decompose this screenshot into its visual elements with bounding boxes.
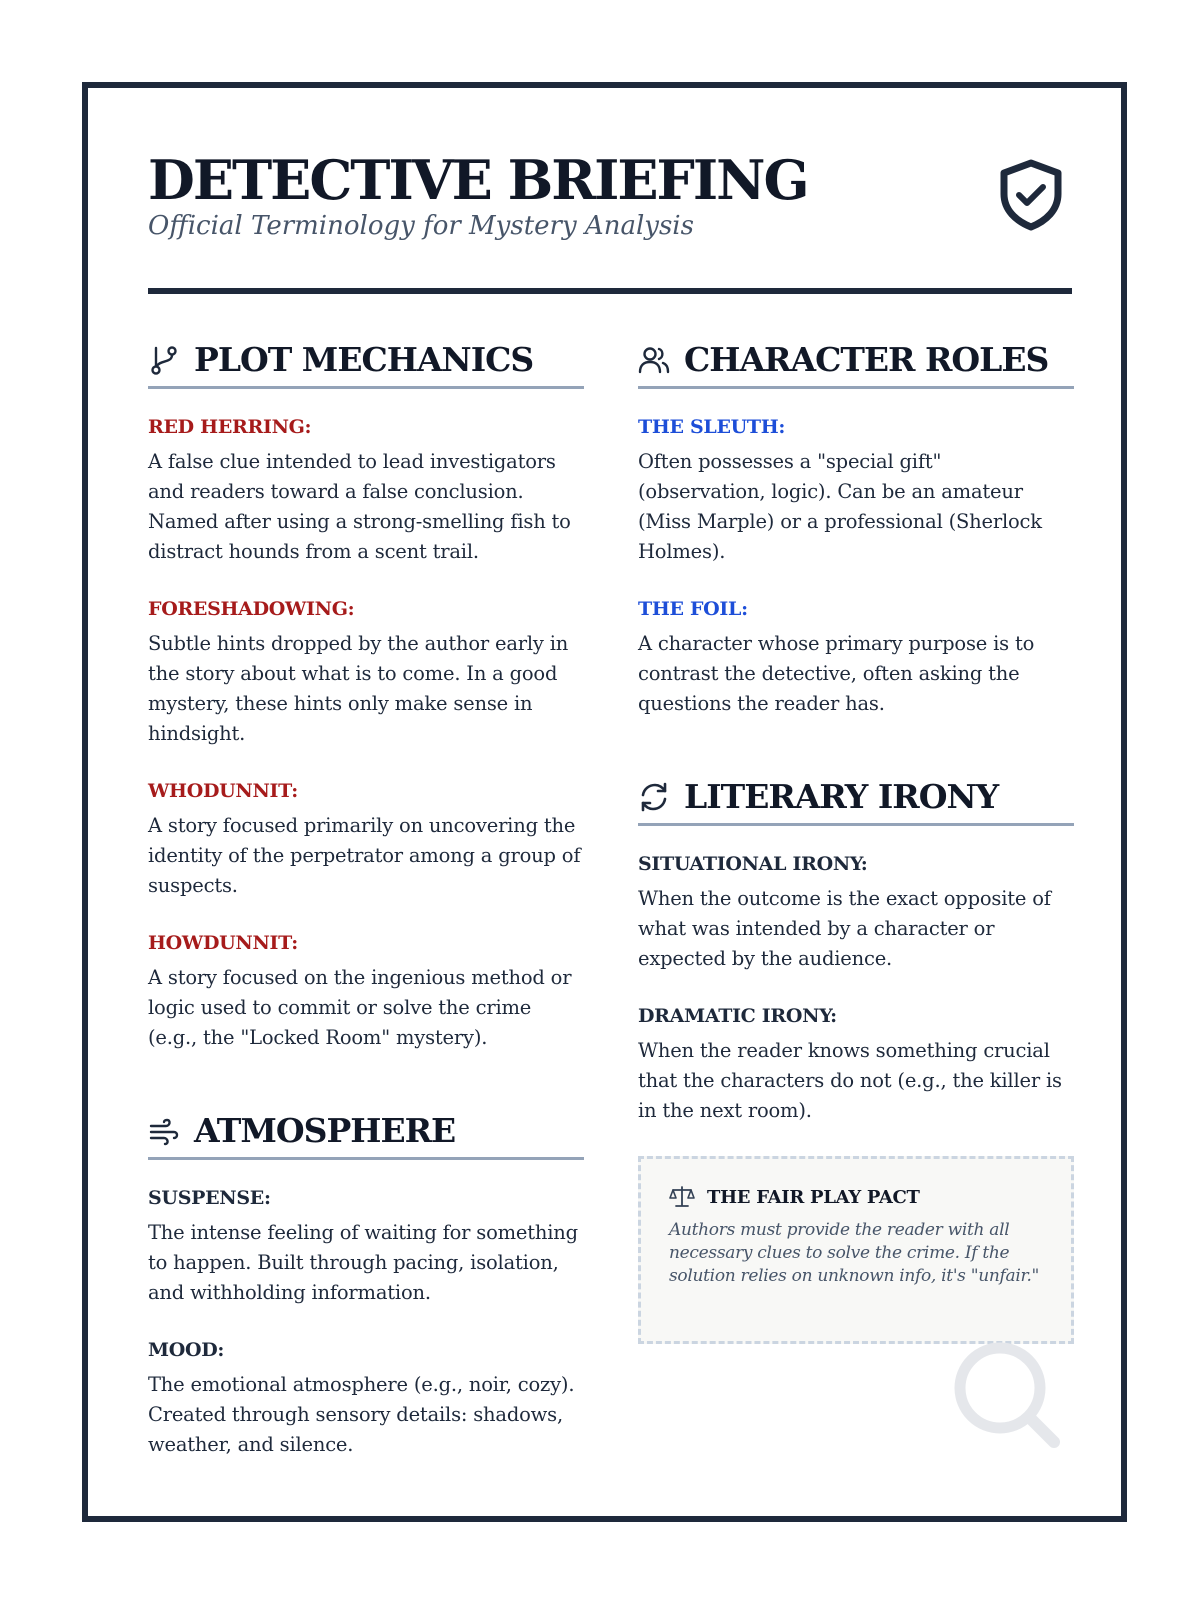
fair-play-pact-box	[638, 1156, 1074, 1344]
refresh-icon	[638, 781, 670, 813]
section-title: PLOT MECHANICS	[194, 340, 534, 379]
term-label: MOOD:	[148, 1339, 225, 1361]
term-label: HOWDUNNIT:	[148, 932, 298, 954]
term-label: THE SLEUTH:	[638, 416, 786, 438]
term-the-foil	[638, 597, 1074, 719]
term-label: SITUATIONAL IRONY:	[638, 853, 868, 875]
git-branch-icon	[148, 344, 180, 376]
header	[148, 148, 1072, 294]
pact-title: THE FAIR PLAY PACT	[707, 1186, 920, 1208]
section-character-roles	[638, 338, 1074, 389]
pact-header	[669, 1185, 1043, 1209]
section-plot-mechanics	[148, 338, 584, 389]
term-definition: A story focused primarily on uncovering the identity of the perpetrator among a group of suspects.	[148, 814, 581, 897]
term-the-sleuth	[638, 415, 1074, 567]
term-label: DRAMATIC IRONY:	[638, 1005, 837, 1027]
term-whodunnit	[148, 779, 584, 901]
left-column	[148, 338, 584, 1490]
magnifier-icon	[950, 1340, 1070, 1460]
right-column	[638, 338, 1074, 1344]
term-label: FORESHADOWING:	[148, 598, 355, 620]
term-mood	[148, 1338, 584, 1460]
term-definition: Often possesses a "special gift" (observation, logic). Can be an amateur (Miss Marple) or a professional (Sherlock Holmes).	[638, 450, 1042, 563]
briefing-card	[82, 82, 1127, 1522]
term-label: SUSPENSE:	[148, 1187, 271, 1209]
term-definition: When the reader knows something crucial that the characters do not (e.g., the killer is in the next room).	[638, 1039, 1062, 1122]
section-atmosphere	[148, 1109, 584, 1160]
term-suspense	[148, 1186, 584, 1308]
scale-icon	[669, 1185, 695, 1209]
term-foreshadowing	[148, 597, 584, 749]
term-definition: The intense feeling of waiting for something to happen. Built through pacing, isolation, and withholding information.	[148, 1221, 578, 1304]
section-title: ATMOSPHERE	[194, 1111, 456, 1150]
term-situational-irony	[638, 852, 1074, 974]
shield-check-icon	[998, 158, 1064, 232]
users-icon	[638, 344, 670, 376]
term-definition: Subtle hints dropped by the author early in the story about what is to come. In a good mystery, these hints only make sense in hindsight.	[148, 632, 569, 745]
page-title: DETECTIVE BRIEFING	[148, 148, 808, 212]
page-subtitle: Official Terminology for Mystery Analysis	[148, 211, 694, 241]
section-title: LITERARY IRONY	[684, 777, 999, 816]
term-label: RED HERRING:	[148, 416, 312, 438]
term-definition: A false clue intended to lead investigators and readers toward a false conclusion. Named after using a strong-smelling fish to distract hounds from a scent trail.	[148, 450, 571, 563]
term-dramatic-irony	[638, 1004, 1074, 1126]
wind-icon	[148, 1115, 180, 1147]
section-literary-irony	[638, 775, 1074, 826]
term-red-herring	[148, 415, 584, 567]
section-title: CHARACTER ROLES	[684, 340, 1049, 379]
term-definition: When the outcome is the exact opposite of what was intended by a character or expected by the audience.	[638, 887, 1051, 970]
pact-text: Authors must provide the reader with all necessary clues to solve the crime. If the solution relies on unknown info, it's "unfair."	[669, 1220, 1040, 1286]
term-label: THE FOIL:	[638, 598, 748, 620]
term-label: WHODUNNIT:	[148, 780, 298, 802]
term-definition: The emotional atmosphere (e.g., noir, cozy). Created through sensory details: shadows, weather, and silence.	[148, 1373, 575, 1456]
term-definition: A character whose primary purpose is to contrast the detective, often asking the questions the reader has.	[638, 632, 1035, 715]
term-definition: A story focused on the ingenious method or logic used to commit or solve the crime (e.g., the "Locked Room" mystery).	[148, 966, 572, 1049]
term-howdunnit	[148, 931, 584, 1053]
